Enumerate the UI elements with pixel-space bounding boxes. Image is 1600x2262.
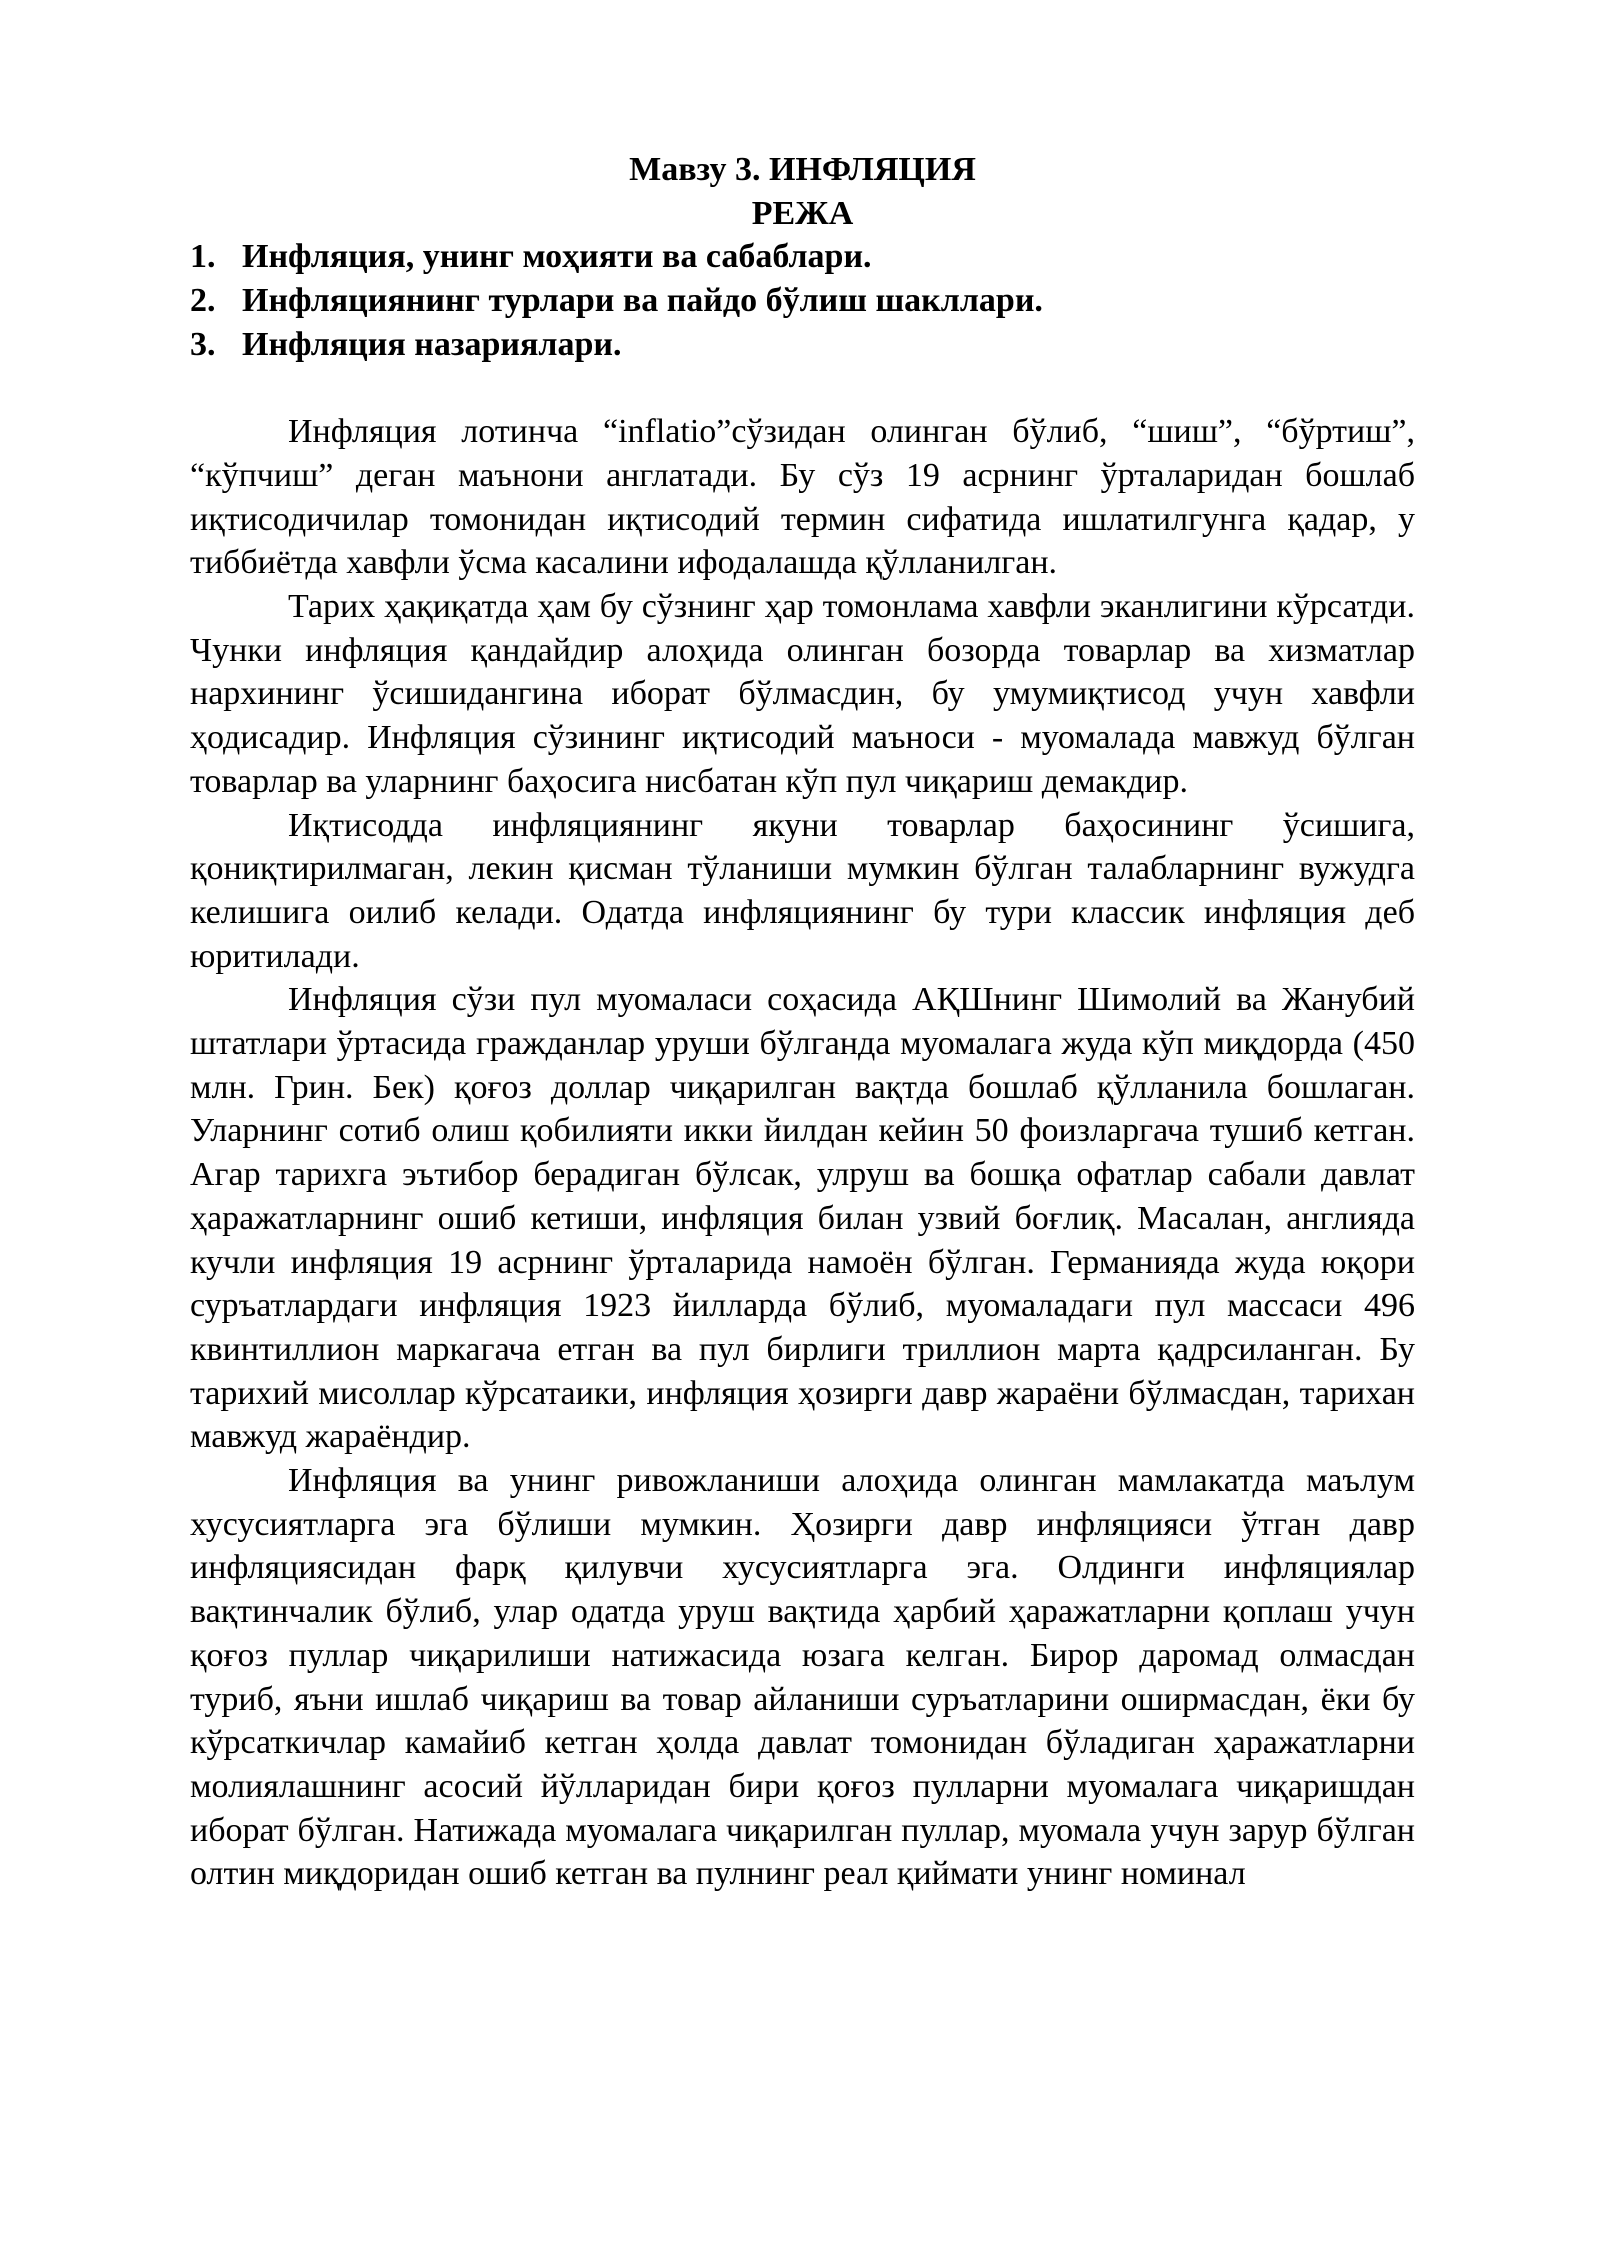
plan-item-number: 2. bbox=[190, 282, 216, 320]
plan-list bbox=[190, 235, 1415, 366]
body-paragraph: Инфляция сўзи пул муомаласи соҳасида АҚШнинг Шимолий ва Жанубий штатлари ўртасида гражданлар уруши бўлганда муомалага жуда кўп миқдорда (450 млн. Грин. Бек) қоғоз доллар чиқарилган вақтда бошлаб қўлланила бошлаган. Уларнинг сотиб олиш қобилияти икки йилдан кейин 50 фоизларгача тушиб кетган. Агар тарихга эътибор берадиган бўлсак, улруш ва бошқа офатлар сабали давлат ҳаражатларнинг ошиб кетиши, инфляция билан узвий боғлиқ. Масалан, англияда кучли инфляция 19 асрнинг ўрталарида намоён бўлган. Германияда жуда юқори суръатлардаги инфляция 1923 йилларда бўлиб, муомаладаги пул массаси 496 квинтиллион маркагача етган ва пул бирлиги триллион марта қадрсиланган. Бу тарихий мисоллар кўрсатаики, инфляция ҳозирги давр жараёни бўлмасдан, тарихан мавжуд жараёндир. bbox=[190, 981, 1415, 1456]
body-paragraph: Тарих ҳақиқатда ҳам бу сўзнинг ҳар томонлама хавфли эканлигини кўрсатди. Чунки инфляция қандайдир алоҳида олинган бозорда товарлар ва хизматлар нархининг ўсишидангина иборат бўлмасдин, бу умумиқтисод учун хавфли ҳодисадир. Инфляция сўзининг иқтисодий маъноси - муомалада мавжуд бўлган товарлар ва уларнинг баҳосига нисбатан кўп пул чиқариш демакдир. bbox=[190, 588, 1415, 800]
body-paragraph: Инфляция ва унинг ривожланиши алоҳида олинган мамлакатда маълум хусусиятларга эга бўлиши мумкин. Ҳозирги давр инфляцияси ўтган давр инфляциясидан фарқ қилувчи хусусиятларга эга. Олдинги инфляциялар вақтинчалик бўлиб, улар одатда уруш вақтида ҳарбий ҳаражатларни қоплаш учун қоғоз пуллар чиқарилиши натижасида юзага келган. Бирор даромад олмасдан туриб, яъни ишлаб чиқариш ва товар айланиши суръатларини оширмасдан, ёки бу кўрсаткичлар камайиб кетган ҳолда давлат томонидан бўладиган ҳаражатларни молиялашнинг асосий йўлларидан бири қоғоз пулларни муомалага чиқаришдан иборат бўлган. Натижада муомалага чиқарилган пуллар, муомала учун зарур бўлган олтин миқдоридан ошиб кетган ва пулнинг реал қиймати унинг номинал bbox=[190, 1462, 1415, 1893]
document-page bbox=[190, 148, 1415, 1896]
plan-item-text: Инфляциянинг турлари ва пайдо бўлиш шакллари. bbox=[242, 282, 1043, 320]
body-paragraph: Инфляция лотинча “inflatio”сўзидан олинган бўлиб, “шиш”, “бўртиш”, “кўпчиш” деган маънони англатади. Бу сўз 19 асрнинг ўрталаридан бошлаб иқтисодичилар томонидан иқтисодий термин сифатида ишлатилгунга қадар, у тиббиётда хавфли ўсма касалини ифодалашда қўлланилган. bbox=[190, 413, 1415, 582]
plan-item-text: Инфляция, унинг моҳияти ва сабаблари. bbox=[242, 238, 872, 276]
document-title: Мавзу 3. ИНФЛЯЦИЯ bbox=[629, 151, 976, 188]
plan-item bbox=[190, 235, 1415, 279]
plan-heading: РЕЖА bbox=[751, 194, 854, 232]
plan-item bbox=[190, 279, 1415, 323]
plan-item-number: 1. bbox=[190, 238, 216, 276]
section-spacer bbox=[190, 367, 1415, 411]
body-paragraph: Иқтисодда инфляциянинг якуни товарлар баҳосининг ўсишига, қониқтирилмаган, лекин қисман тўланиши мумкин бўлган талабларнинг вужудга келишига оилиб келади. Одатда инфляциянинг бу тури классик инфляция деб юритилади. bbox=[190, 806, 1415, 975]
plan-item-text: Инфляция назариялари. bbox=[242, 325, 622, 363]
plan-item-number: 3. bbox=[190, 325, 216, 363]
plan-item bbox=[190, 323, 1415, 367]
